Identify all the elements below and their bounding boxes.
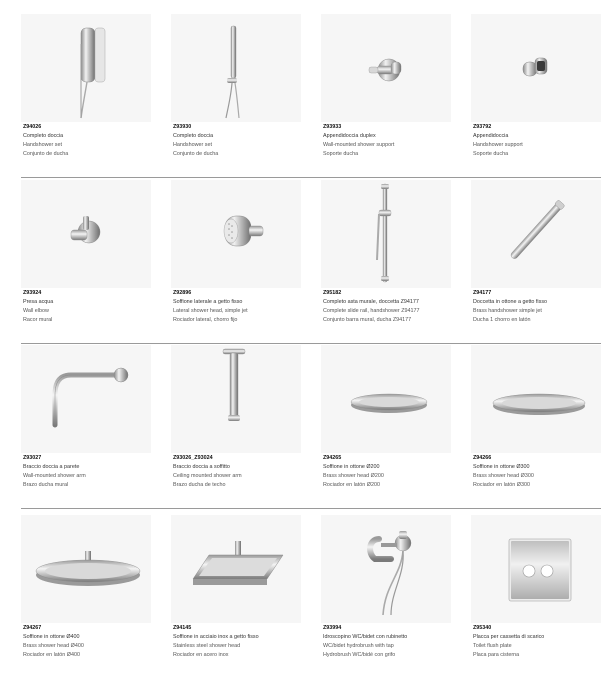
product-card[interactable]	[21, 515, 161, 679]
product-name-it: Placca per cassetta di scarico	[473, 634, 545, 640]
product-name-en: Handshower set	[173, 142, 212, 148]
product-name-it: Idroscopino WC/bidet con rubinetto	[323, 634, 408, 640]
product-name-it: Completo asta murale, doccetta Z94177	[323, 299, 419, 305]
brass-handshower-icon	[471, 180, 601, 288]
product-name-es: Rociador en latón Ø300	[473, 482, 530, 488]
product-name-en: Handshower set	[23, 142, 62, 148]
product-card[interactable]	[171, 180, 311, 344]
row-divider	[21, 177, 601, 178]
product-name-it: Presa acqua	[23, 299, 54, 305]
product-name-it: Doccetta in ottone a getto fisso	[473, 299, 548, 305]
product-name-it: Appendidoccia	[473, 133, 509, 139]
product-row	[21, 345, 601, 509]
product-name-es: Ducha 1 chorro en latón	[473, 317, 531, 323]
product-name-en: Wall-mounted shower arm	[23, 473, 86, 479]
product-code: Z93924	[23, 290, 42, 296]
product-code: Z93930	[173, 124, 192, 130]
bidet-hydrobrush-icon	[321, 515, 451, 623]
product-name-it: Appendidoccia duplex	[323, 133, 376, 139]
flush-plate-icon	[471, 515, 601, 623]
product-name-it: Braccio doccia a parete	[23, 464, 80, 470]
product-name-es: Soporte ducha	[323, 151, 359, 157]
product-name-en: Toilet flush plate	[473, 643, 512, 649]
product-name-es: Conjunto de ducha	[173, 151, 219, 157]
product-name-es: Conjunto barra mural, ducha Z94177	[323, 317, 412, 323]
product-code: Z93027	[23, 455, 42, 461]
product-name-en: Ceiling mounted shower arm	[173, 473, 242, 479]
wall-shower-support-icon	[321, 14, 451, 122]
product-card[interactable]	[471, 180, 611, 344]
product-name-es: Hydrobrush WC/bidé con grifo	[323, 652, 396, 658]
product-code: Z94265	[323, 455, 342, 461]
product-name-en: Wall-mounted shower support	[323, 142, 395, 148]
product-card[interactable]	[471, 345, 611, 509]
handshower-set-icon	[21, 14, 151, 122]
product-name-es: Soporte ducha	[473, 151, 509, 157]
product-row	[21, 515, 601, 679]
product-name-es: Placa para cisterna	[473, 652, 520, 658]
product-name-en: Handshower support	[473, 142, 523, 148]
handshower-set-slim-icon	[171, 14, 301, 122]
handshower-support-icon	[471, 14, 601, 122]
product-card[interactable]	[321, 180, 461, 344]
product-name-it: Completo doccia	[23, 133, 64, 139]
product-card[interactable]	[21, 345, 161, 509]
product-name-it: Soffione in ottone Ø400	[23, 634, 80, 640]
wall-elbow-icon	[21, 180, 151, 288]
ceiling-shower-arm-icon	[171, 345, 301, 453]
lateral-shower-head-icon	[171, 180, 301, 288]
product-row	[21, 180, 601, 344]
product-name-es: Rociador lateral, chorro fijo	[173, 317, 238, 323]
product-name-it: Soffione laterale a getto fisso	[173, 299, 243, 305]
product-code: Z93026_Z93024	[173, 455, 213, 461]
product-name-en: Brass shower head Ø200	[323, 473, 384, 479]
product-name-en: Brass handshower simple jet	[473, 308, 542, 314]
product-code: Z94145	[173, 625, 192, 631]
product-code: Z95340	[473, 625, 492, 631]
product-name-es: Rociador en acero inox	[173, 652, 229, 658]
row-divider	[21, 508, 601, 509]
product-card[interactable]	[321, 14, 461, 178]
product-name-en: Complete slide rail, handshower Z94177	[323, 308, 420, 314]
shower-head-200-icon	[321, 345, 451, 453]
product-card[interactable]	[21, 180, 161, 344]
product-name-en: WC/bidet hydrobrush with tap	[323, 643, 394, 649]
product-row	[21, 14, 601, 178]
product-card[interactable]	[21, 14, 161, 178]
product-name-en: Brass shower head Ø400	[23, 643, 84, 649]
product-name-it: Completo doccia	[173, 133, 214, 139]
rectangular-shower-head-icon	[171, 515, 301, 623]
product-name-es: Conjunto de ducha	[23, 151, 69, 157]
product-name-en: Brass shower head Ø300	[473, 473, 534, 479]
product-card[interactable]	[171, 14, 311, 178]
product-name-it: Soffione in acciaio inox a getto fisso	[173, 634, 259, 640]
product-card[interactable]	[171, 515, 311, 679]
product-card[interactable]	[471, 14, 611, 178]
product-name-it: Soffione in ottone Ø200	[323, 464, 380, 470]
product-name-en: Wall elbow	[23, 308, 49, 314]
product-code: Z92896	[173, 290, 192, 296]
product-code: Z94026	[23, 124, 42, 130]
product-name-en: Stainless steel shower head	[173, 643, 241, 649]
product-code: Z93933	[323, 124, 342, 130]
product-name-es: Rociador en latón Ø400	[23, 652, 80, 658]
product-card[interactable]	[321, 345, 461, 509]
product-card[interactable]	[471, 515, 611, 679]
product-code: Z94267	[23, 625, 42, 631]
product-name-es: Brazo ducha mural	[23, 482, 69, 488]
product-card[interactable]	[171, 345, 311, 509]
wall-shower-arm-icon	[21, 345, 151, 453]
product-name-en: Lateral shower head, simple jet	[173, 308, 248, 314]
product-code: Z93792	[473, 124, 492, 130]
shower-head-400-icon	[21, 515, 151, 623]
row-divider	[21, 343, 601, 344]
shower-head-300-icon	[471, 345, 601, 453]
product-name-it: Soffione in ottone Ø300	[473, 464, 530, 470]
product-code: Z94266	[473, 455, 492, 461]
product-name-es: Brazo ducha de techo	[173, 482, 226, 488]
product-name-es: Rociador en latón Ø200	[323, 482, 380, 488]
slide-rail-icon	[321, 180, 451, 288]
product-code: Z95182	[323, 290, 342, 296]
product-name-it: Braccio doccia a soffitto	[173, 464, 230, 470]
product-card[interactable]	[321, 515, 461, 679]
product-code: Z93994	[323, 625, 342, 631]
product-code: Z94177	[473, 290, 492, 296]
product-name-es: Racor mural	[23, 317, 53, 323]
